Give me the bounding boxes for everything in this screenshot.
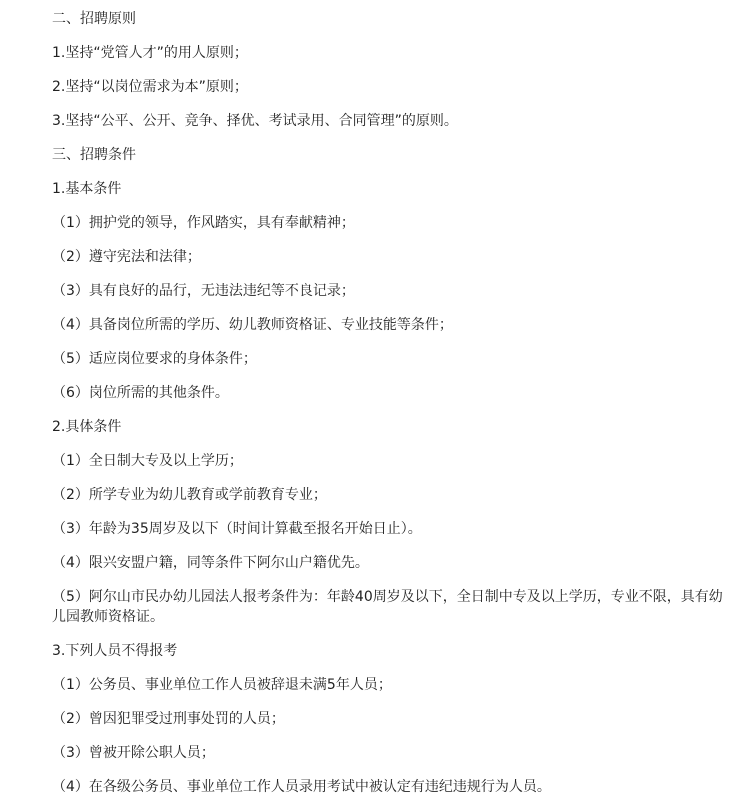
- principle-item: 3.坚持“公平、公开、竞争、择优、考试录用、合同管理”的原则。: [52, 113, 458, 129]
- exclusion-item: （4）在各级公务员、事业单位工作人员录用考试中被认定有违纪违规行为人员。: [52, 779, 551, 795]
- condition-item: （5）阿尔山市民办幼儿园法人报考条件为：年龄40周岁及以下，全日制中专及以上学历，专业不限，具有幼儿园教师资格证。: [52, 589, 723, 625]
- condition-item: （3）年龄为35周岁及以下（时间计算截至报名开始日止）。: [52, 521, 422, 537]
- condition-item: （6）岗位所需的其他条件。: [52, 385, 229, 401]
- subsection-heading-basic: 1.基本条件: [52, 181, 122, 197]
- document-body: [52, 0, 732, 797]
- condition-item: （1）全日制大专及以上学历；: [52, 453, 243, 469]
- condition-item: （4）限兴安盟户籍，同等条件下阿尔山户籍优先。: [52, 555, 369, 571]
- subsection-heading-excluded: 3.下列人员不得报考: [52, 643, 178, 659]
- condition-item: （3）具有良好的品行，无违法违纪等不良记录；: [52, 283, 355, 299]
- section-heading-principles: 二、招聘原则: [52, 11, 136, 27]
- condition-item: （1）拥护党的领导，作风踏实，具有奉献精神；: [52, 215, 355, 231]
- exclusion-item: （1）公务员、事业单位工作人员被辞退未满5年人员；: [52, 677, 392, 693]
- condition-item: （2）遵守宪法和法律；: [52, 249, 201, 265]
- section-heading-conditions: 三、招聘条件: [52, 147, 136, 163]
- condition-item: （2）所学专业为幼儿教育或学前教育专业；: [52, 487, 327, 503]
- exclusion-item: （3）曾被开除公职人员；: [52, 745, 215, 761]
- principle-item: 1.坚持“党管人才”的用人原则；: [52, 45, 248, 61]
- principle-item: 2.坚持“以岗位需求为本”原则；: [52, 79, 248, 95]
- condition-item: （5）适应岗位要求的身体条件；: [52, 351, 257, 367]
- exclusion-item: （2）曾因犯罪受过刑事处罚的人员；: [52, 711, 285, 727]
- condition-item: （4）具备岗位所需的学历、幼儿教师资格证、专业技能等条件；: [52, 317, 453, 333]
- subsection-heading-specific: 2.具体条件: [52, 419, 122, 435]
